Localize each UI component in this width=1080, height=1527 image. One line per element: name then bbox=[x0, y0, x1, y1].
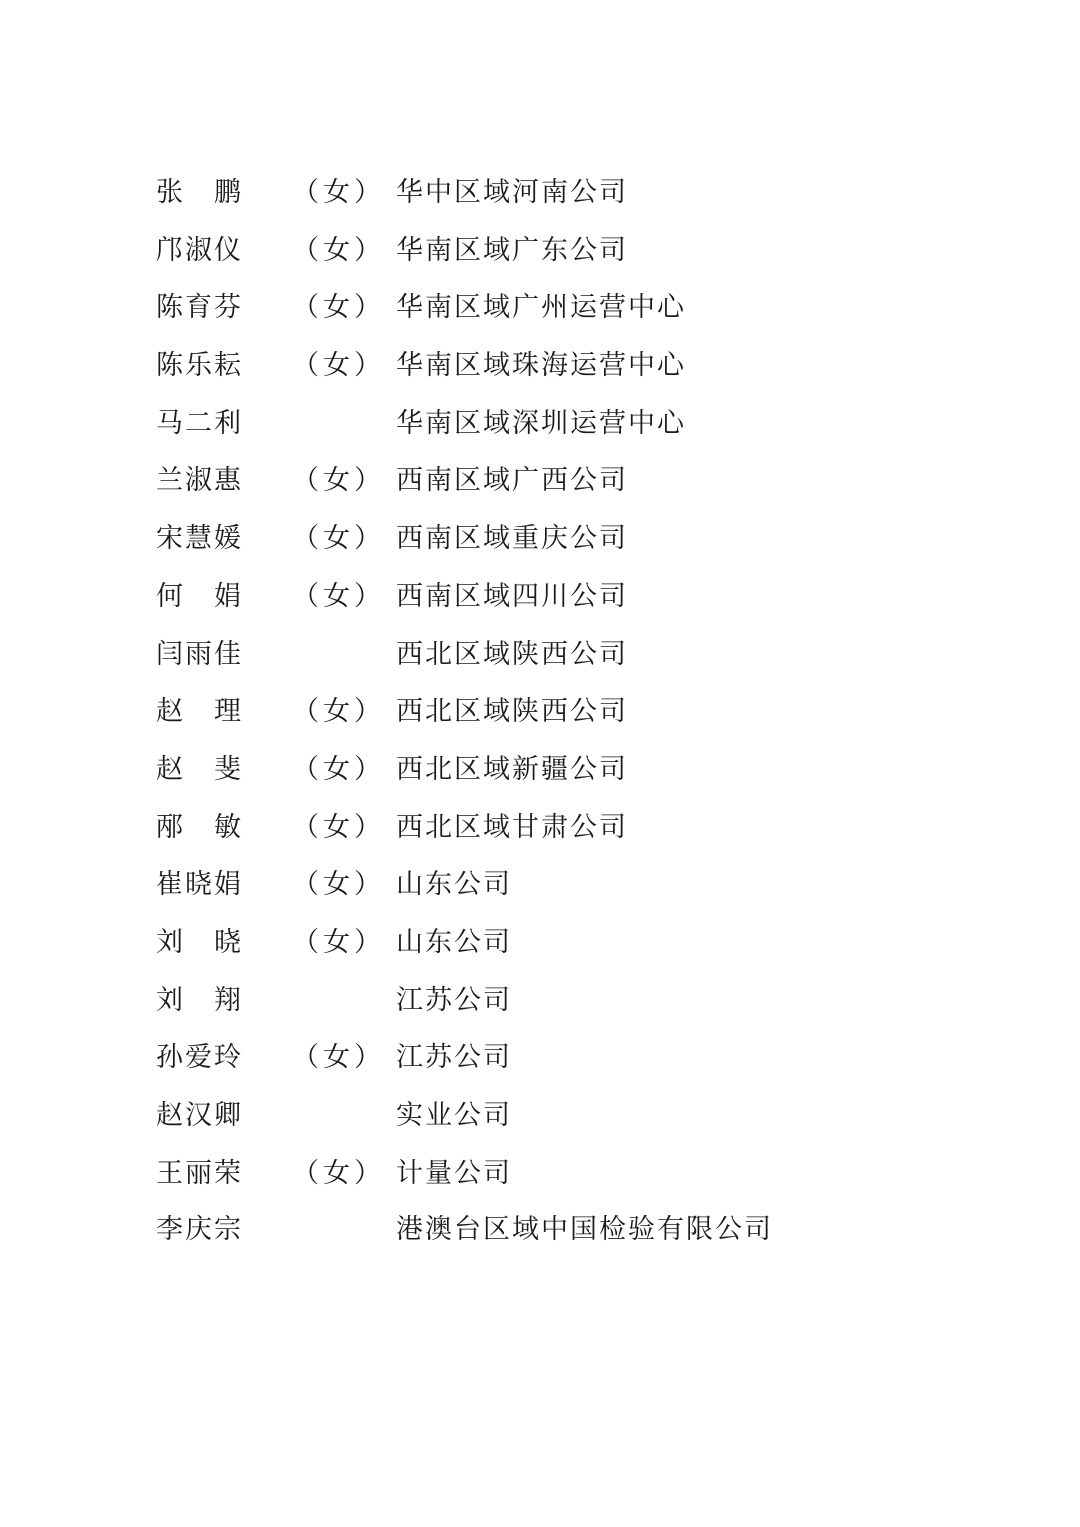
gender-note: （女） bbox=[292, 292, 385, 324]
gender-note: （女） bbox=[292, 1042, 385, 1074]
work-unit: 江苏公司 bbox=[396, 1042, 512, 1074]
person-name: 赵 理 bbox=[156, 696, 243, 728]
list-item bbox=[156, 856, 956, 914]
gender-note: （女） bbox=[292, 465, 385, 497]
gender-note: （女） bbox=[292, 580, 385, 612]
list-item bbox=[156, 337, 956, 395]
person-name: 孙爱玲 bbox=[156, 1042, 243, 1074]
name-list bbox=[156, 164, 956, 1258]
gender-note: （女） bbox=[292, 926, 385, 958]
work-unit: 西北区域陕西公司 bbox=[396, 638, 628, 670]
work-unit: 西北区域新疆公司 bbox=[396, 753, 628, 785]
person-name: 马二利 bbox=[156, 407, 243, 439]
work-unit: 华南区域广东公司 bbox=[396, 234, 628, 266]
list-item bbox=[156, 452, 956, 510]
person-name: 王丽荣 bbox=[156, 1157, 243, 1189]
work-unit: 华南区域珠海运营中心 bbox=[396, 350, 686, 382]
person-name: 刘 翔 bbox=[156, 984, 243, 1016]
list-item bbox=[156, 1087, 956, 1145]
gender-note: （女） bbox=[292, 696, 385, 728]
list-item bbox=[156, 279, 956, 337]
gender-note: （女） bbox=[292, 753, 385, 785]
gender-note: （女） bbox=[292, 811, 385, 843]
list-item bbox=[156, 914, 956, 972]
list-item bbox=[156, 1145, 956, 1203]
work-unit: 华南区域广州运营中心 bbox=[396, 292, 686, 324]
person-name: 张 鹏 bbox=[156, 177, 243, 208]
person-name: 刘 晓 bbox=[156, 926, 243, 958]
gender-note: （女） bbox=[292, 177, 385, 208]
list-item bbox=[156, 222, 956, 280]
list-item bbox=[156, 741, 956, 799]
gender-note: （女） bbox=[292, 350, 385, 382]
list-item bbox=[156, 683, 956, 741]
person-name: 邝淑仪 bbox=[156, 234, 243, 266]
list-item bbox=[156, 164, 956, 222]
work-unit: 西南区域重庆公司 bbox=[396, 523, 628, 555]
list-item bbox=[156, 972, 956, 1030]
list-item bbox=[156, 510, 956, 568]
gender-note: （女） bbox=[292, 523, 385, 555]
work-unit: 港澳台区域中国检验有限公司 bbox=[396, 1214, 773, 1246]
work-unit: 江苏公司 bbox=[396, 984, 512, 1016]
person-name: 赵汉卿 bbox=[156, 1100, 243, 1131]
person-name: 李庆宗 bbox=[156, 1214, 243, 1246]
list-item bbox=[156, 1202, 956, 1258]
work-unit: 西南区域广西公司 bbox=[396, 465, 628, 497]
person-name: 崔晓娟 bbox=[156, 869, 243, 901]
person-name: 陈乐耘 bbox=[156, 350, 243, 382]
person-name: 兰淑惠 bbox=[156, 465, 243, 497]
list-item bbox=[156, 395, 956, 453]
work-unit: 山东公司 bbox=[396, 926, 512, 958]
person-name: 闫雨佳 bbox=[156, 638, 243, 670]
gender-note: （女） bbox=[292, 869, 385, 901]
work-unit: 西北区域陕西公司 bbox=[396, 696, 628, 728]
person-name: 赵 斐 bbox=[156, 753, 243, 785]
work-unit: 西北区域甘肃公司 bbox=[396, 811, 628, 843]
work-unit: 实业公司 bbox=[396, 1100, 512, 1131]
gender-note: （女） bbox=[292, 1157, 385, 1189]
gender-note: （女） bbox=[292, 234, 385, 266]
person-name: 陈育芬 bbox=[156, 292, 243, 324]
list-item bbox=[156, 799, 956, 857]
work-unit: 华南区域深圳运营中心 bbox=[396, 407, 686, 439]
list-item bbox=[156, 1029, 956, 1087]
work-unit: 西南区域四川公司 bbox=[396, 580, 628, 612]
work-unit: 华中区域河南公司 bbox=[396, 177, 628, 208]
person-name: 邴 敏 bbox=[156, 811, 243, 843]
person-name: 宋慧媛 bbox=[156, 523, 243, 555]
list-item bbox=[156, 568, 956, 626]
work-unit: 山东公司 bbox=[396, 869, 512, 901]
list-item bbox=[156, 626, 956, 684]
work-unit: 计量公司 bbox=[396, 1157, 512, 1189]
person-name: 何 娟 bbox=[156, 580, 243, 612]
